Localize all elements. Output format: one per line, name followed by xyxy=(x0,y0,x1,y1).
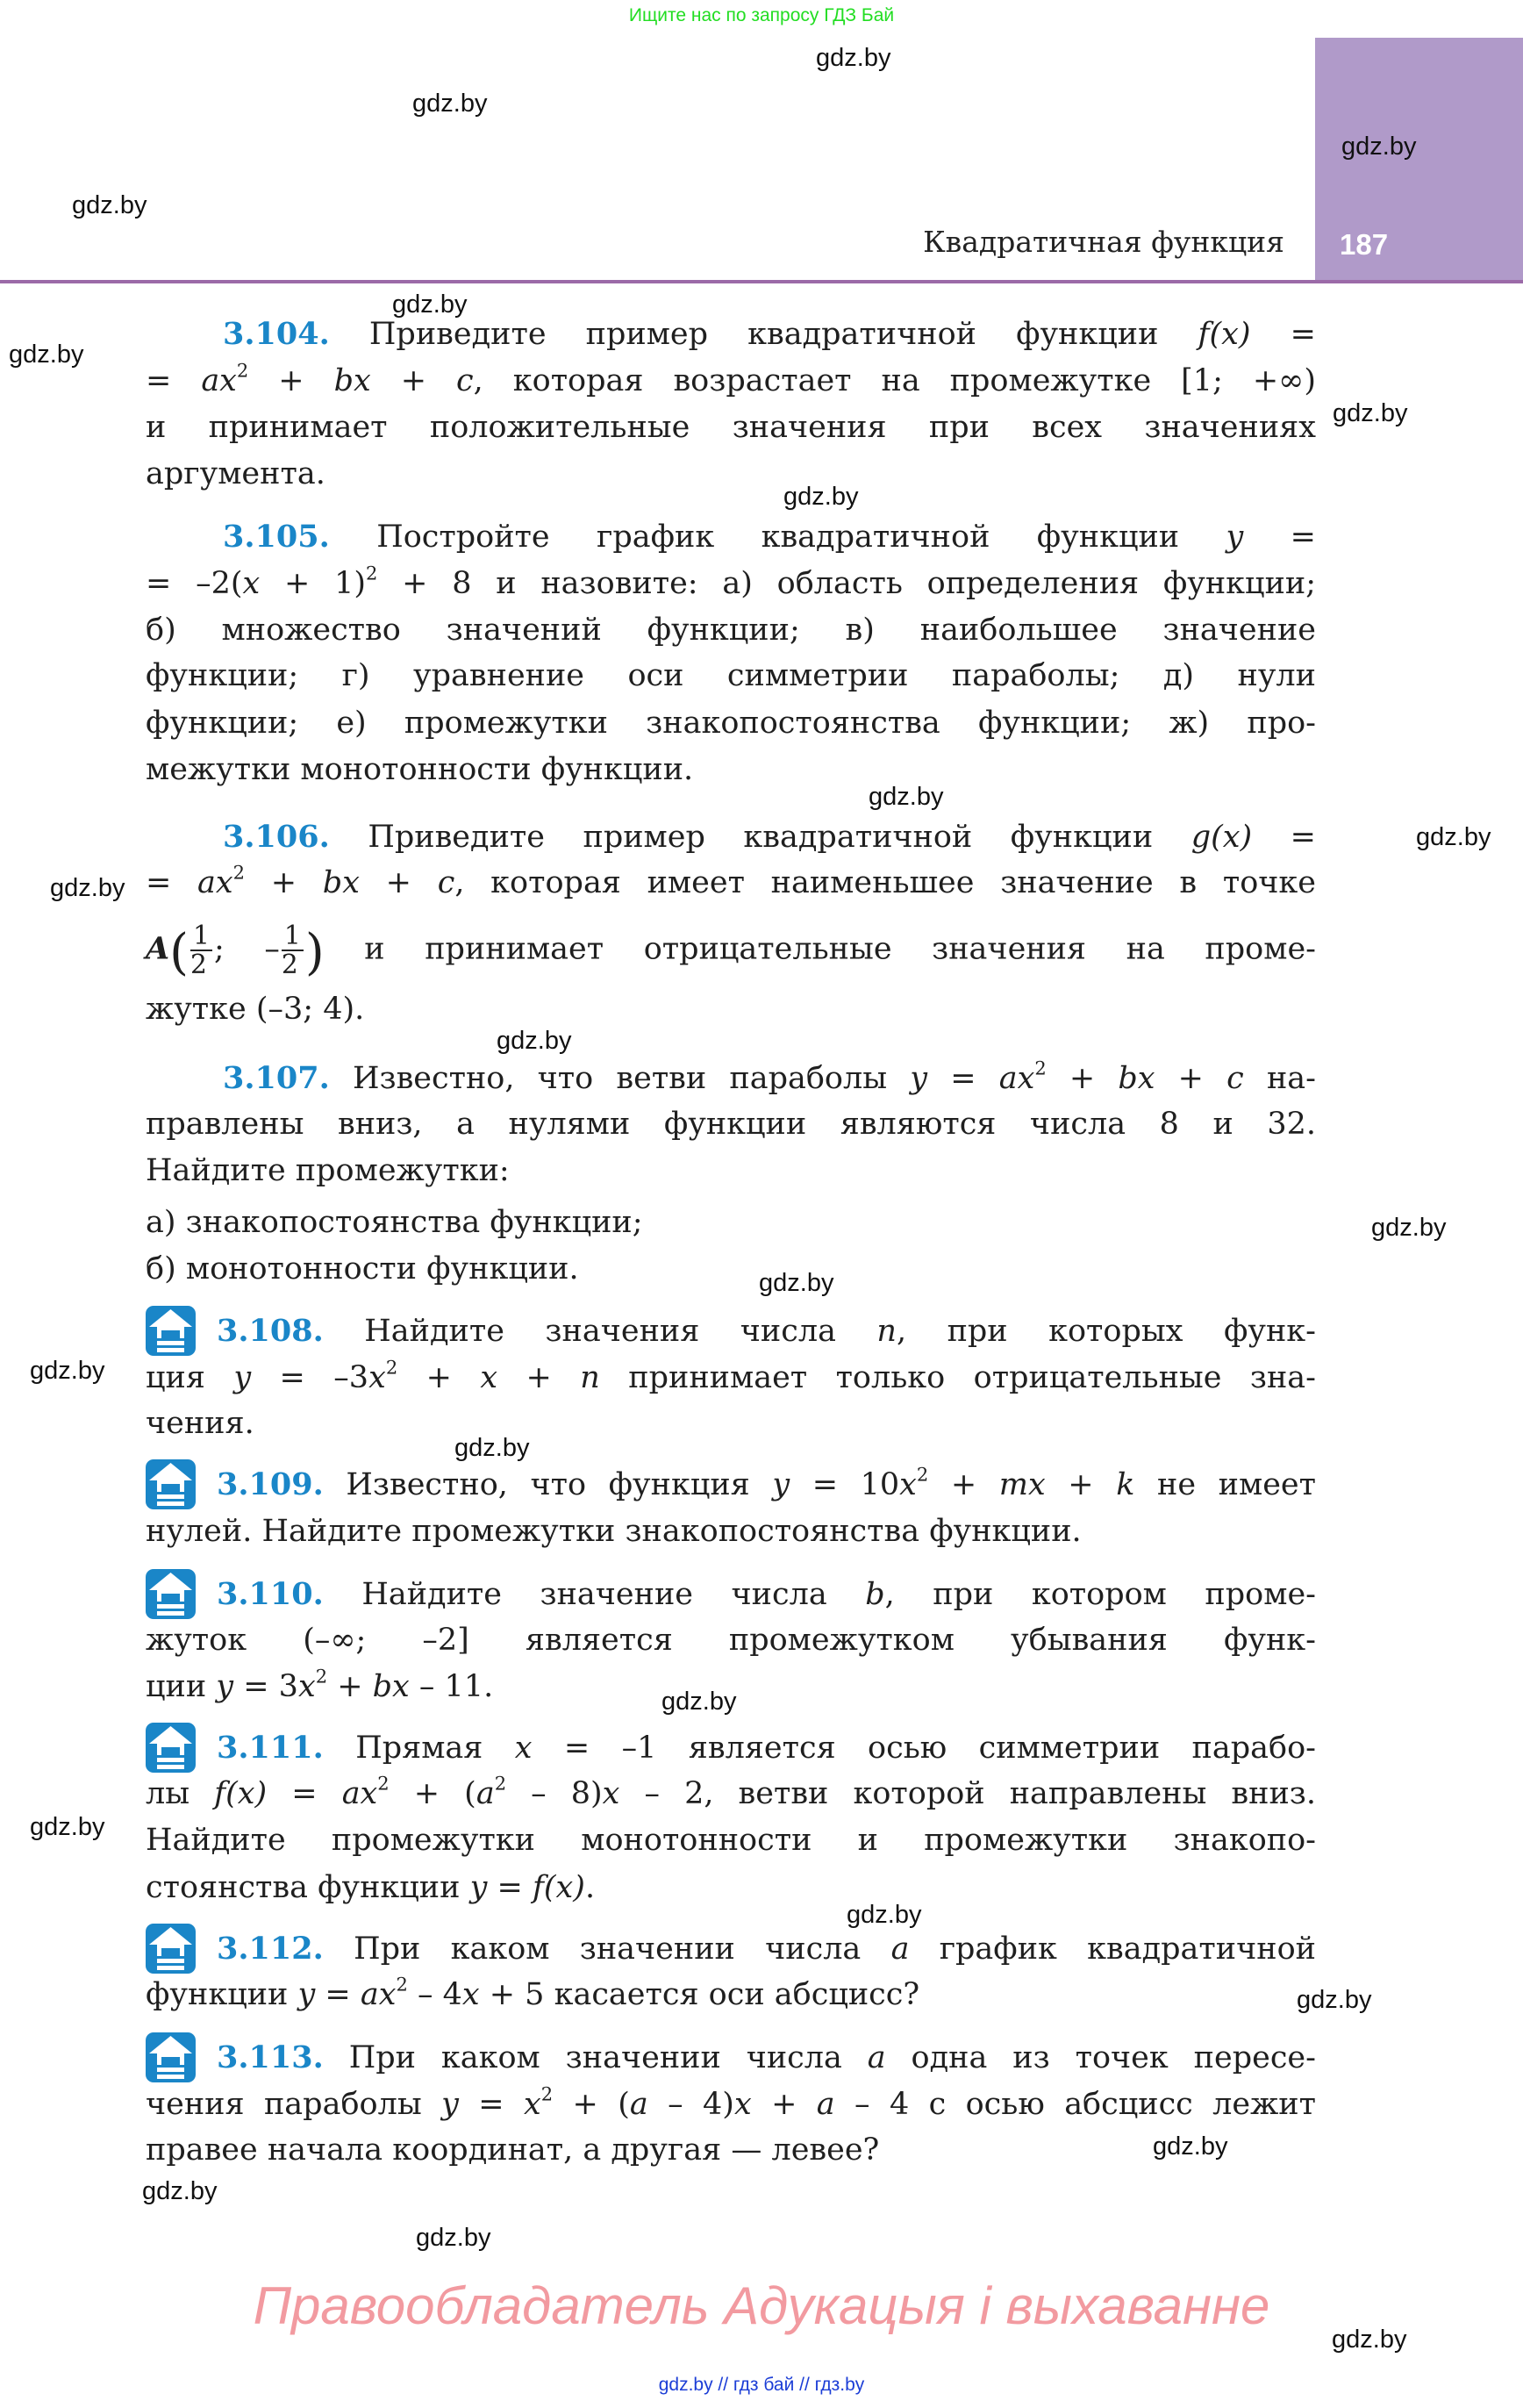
problem-line xyxy=(146,704,1316,742)
text: Прямая xyxy=(355,1731,515,1766)
math: x xyxy=(602,1776,620,1811)
math: a xyxy=(816,2087,835,2122)
problem-number: 3.107. xyxy=(223,1060,330,1096)
advanced-level-icon xyxy=(146,1569,196,1619)
text: = xyxy=(487,1870,533,1905)
watermark: gdz.by xyxy=(454,1434,530,1462)
text: жуток (–∞; –2] является промежутком убывания функ- xyxy=(146,1623,1316,1658)
math: f(x) = xyxy=(1198,317,1316,352)
watermark: gdz.by xyxy=(1332,2326,1407,2354)
problem-line xyxy=(217,1930,1316,1968)
math: a xyxy=(867,2040,886,2075)
text: = 3 xyxy=(233,1669,298,1704)
text: жутке (–3; 4). xyxy=(146,992,365,1027)
problem-number: 3.112. xyxy=(217,1931,324,1967)
denominator: 2 xyxy=(281,950,298,981)
fraction xyxy=(281,921,304,981)
watermark: gdz.by xyxy=(816,44,891,72)
text: Известно, что ветви параболы xyxy=(352,1061,911,1096)
problem-line xyxy=(223,315,1316,354)
search-banner: Ищите нас по запросу ГДЗ Бай xyxy=(628,5,895,25)
problem-line xyxy=(217,1729,1316,1767)
math: y xyxy=(216,1669,234,1704)
text: + xyxy=(928,1467,999,1502)
text: Известно, что функция xyxy=(346,1467,773,1502)
text: + xyxy=(397,1360,481,1395)
footer-links[interactable]: gdz.by // гдз бай // гдз.by xyxy=(658,2375,865,2395)
text: Приведите пример квадратичной функции xyxy=(368,317,1198,352)
text: + 5 касается оси абсцисс? xyxy=(479,1977,920,2012)
problem-line xyxy=(146,1105,1316,1143)
watermark: gdz.by xyxy=(412,90,488,118)
problem-line xyxy=(146,408,1316,447)
text: + ( xyxy=(553,2087,630,2122)
math: y xyxy=(772,1467,790,1502)
exponent: 2 xyxy=(385,1357,398,1379)
math: f(x) xyxy=(532,1870,585,1905)
exponent: 2 xyxy=(232,862,246,884)
problem-line xyxy=(146,1821,1316,1860)
math: ax xyxy=(360,1977,397,2012)
text: – 2, ветви которой направлены вниз. xyxy=(619,1776,1317,1811)
watermark: gdz.by xyxy=(30,1357,105,1385)
text: ции xyxy=(146,1669,217,1704)
text: + ( xyxy=(389,1776,476,1811)
math: y xyxy=(469,1870,488,1905)
problem-line xyxy=(146,1358,1316,1397)
text: не имеет xyxy=(1134,1467,1316,1502)
text: б) монотонности функции. xyxy=(146,1251,579,1286)
watermark: gdz.by xyxy=(50,874,125,902)
watermark: gdz.by xyxy=(783,483,859,511)
problem-number: 3.108. xyxy=(217,1313,324,1349)
text: чения параболы xyxy=(146,2087,442,2122)
text: одна из точек пересе- xyxy=(885,2040,1316,2075)
watermark: gdz.by xyxy=(142,2177,218,2205)
problem-line xyxy=(146,564,1316,603)
math: ax xyxy=(341,1776,378,1811)
copyright-notice: Правообладатель Адукацыя і выхаванне xyxy=(253,2276,1270,2335)
problem-line xyxy=(146,1512,1316,1551)
paren: ) xyxy=(304,923,325,981)
math: k xyxy=(1116,1467,1135,1502)
math: x xyxy=(297,1669,316,1704)
problem-number: 3.111. xyxy=(217,1730,324,1766)
math: y = ax xyxy=(910,1061,1035,1096)
minus: – xyxy=(264,931,280,967)
watermark: gdz.by xyxy=(1297,1986,1372,2014)
watermark: gdz.by xyxy=(869,783,944,811)
problem-number: 3.109. xyxy=(217,1466,324,1502)
text: + xyxy=(327,1669,373,1704)
text: б) множество значений функции; в) наибольшее значение xyxy=(146,613,1316,648)
problem-number: 3.104. xyxy=(223,316,330,352)
point-label: A xyxy=(146,930,170,967)
text: , которая имеет наименьшее значение в точке xyxy=(454,865,1316,900)
problem-line xyxy=(223,1059,1316,1098)
advanced-level-icon xyxy=(146,2032,196,2082)
text: = –3 xyxy=(251,1360,369,1395)
problem-line xyxy=(146,362,1316,400)
problem-line xyxy=(146,1667,1316,1706)
watermark: gdz.by xyxy=(392,290,468,319)
math: x xyxy=(461,1977,480,2012)
problem-line xyxy=(146,1774,1316,1813)
advanced-level-icon xyxy=(146,1459,196,1509)
text: график квадратичной xyxy=(909,1931,1316,1967)
denominator: 2 xyxy=(190,950,207,981)
text: = 10 xyxy=(790,1467,900,1502)
text: , при которых функ- xyxy=(896,1314,1316,1349)
math: y xyxy=(233,1360,252,1395)
problem-line xyxy=(146,2085,1316,2124)
math: + bx + c xyxy=(1046,1061,1244,1096)
math: + bx + c xyxy=(248,363,474,398)
text: – 4) xyxy=(647,2087,734,2122)
exponent: 2 xyxy=(396,1974,408,1996)
problem-line xyxy=(146,864,1316,902)
watermark: gdz.by xyxy=(759,1269,834,1297)
math: + bx + c xyxy=(245,865,455,900)
math: x xyxy=(733,2087,752,2122)
text: = xyxy=(146,865,198,900)
text: лы xyxy=(146,1776,215,1811)
watermark: gdz.by xyxy=(9,340,84,369)
text: Найдите значение числа xyxy=(361,1577,866,1612)
math: a xyxy=(475,1776,495,1811)
text: = –1 является осью симметрии парабо- xyxy=(532,1731,1316,1766)
text: чения. xyxy=(146,1406,254,1441)
text: . xyxy=(584,1870,596,1905)
text: Найдите значения числа xyxy=(364,1314,877,1349)
watermark: gdz.by xyxy=(1333,399,1408,427)
exponent: 2 xyxy=(236,360,249,382)
text: правее начала координат, а другая — левее? xyxy=(146,2132,880,2168)
text: межутки монотонности функции. xyxy=(146,752,694,787)
exponent: 2 xyxy=(366,563,378,584)
text: = –2( xyxy=(146,566,243,601)
problem-line xyxy=(223,818,1316,856)
math: a xyxy=(890,1931,910,1967)
text: = xyxy=(458,2087,524,2122)
math: y = xyxy=(1226,520,1316,555)
math: y xyxy=(441,2087,459,2122)
math: x xyxy=(368,1360,386,1395)
text: – 8) xyxy=(506,1776,603,1811)
problem-line xyxy=(146,611,1316,649)
exponent: 2 xyxy=(315,1666,328,1688)
math: f(x) xyxy=(214,1776,268,1811)
numerator: 1 xyxy=(282,922,304,951)
problem-line xyxy=(217,1312,1316,1351)
text: При каком значении числа xyxy=(354,1931,891,1967)
problem-line xyxy=(146,990,1316,1028)
text: на- xyxy=(1243,1061,1316,1096)
math: ax xyxy=(197,865,233,900)
math: x xyxy=(523,2087,541,2122)
text: функции xyxy=(146,1977,298,2012)
fraction xyxy=(190,921,212,981)
math: b xyxy=(865,1577,885,1612)
math: n xyxy=(580,1360,600,1395)
page-number: 187 xyxy=(1340,228,1389,261)
text: При каком значении числа xyxy=(348,2040,868,2075)
problem-number: 3.110. xyxy=(217,1576,324,1612)
exponent: 2 xyxy=(494,1773,507,1795)
math: a xyxy=(629,2087,648,2122)
problem-line: A( $\frac{1}{2}$ ; – $\frac{1}{2}$ ) и принимает отрицательные значения на проме- xyxy=(146,921,1317,981)
exponent: 2 xyxy=(377,1773,390,1795)
math: ax xyxy=(201,363,237,398)
text: а) знакопостоянства функции; xyxy=(146,1205,643,1240)
text: Найдите промежутки: xyxy=(146,1153,510,1188)
problem-line xyxy=(217,2039,1316,2077)
text: + xyxy=(1045,1467,1117,1502)
problem-line xyxy=(146,1404,1316,1443)
text: аргумента. xyxy=(146,456,325,491)
watermark: gdz.by xyxy=(1153,2132,1228,2161)
watermark: gdz.by xyxy=(1371,1214,1447,1242)
problem-line xyxy=(146,455,1316,493)
advanced-level-icon xyxy=(146,1306,196,1356)
watermark: gdz.by xyxy=(1416,823,1491,851)
text: = xyxy=(315,1977,361,2012)
math: bx xyxy=(372,1669,410,1704)
text: Постройте график квадратичной функции xyxy=(376,520,1226,555)
watermark: gdz.by xyxy=(661,1688,737,1716)
text: правлены вниз, а нулями функции являются числа 8 и 32. xyxy=(146,1107,1316,1142)
math: n xyxy=(876,1314,897,1349)
text: + xyxy=(497,1360,581,1395)
problem-line xyxy=(146,1250,1316,1288)
numerator: 1 xyxy=(190,922,212,951)
math: mx xyxy=(998,1467,1046,1502)
text: – 4 xyxy=(407,1977,462,2012)
text: функции; г) уравнение оси симметрии параболы; д) нули xyxy=(146,658,1316,693)
advanced-level-icon xyxy=(146,1723,196,1773)
paren: ( xyxy=(169,923,189,981)
text: и принимает отрицательные значения на проме- xyxy=(324,931,1317,967)
problem-number: 3.106. xyxy=(223,819,330,855)
watermark: gdz.by xyxy=(497,1027,572,1055)
text: + 1) xyxy=(260,566,367,601)
problem-line xyxy=(146,656,1316,695)
text: Приведите пример квадратичной функции xyxy=(368,820,1191,855)
text: ция xyxy=(146,1360,234,1395)
text: функции; е) промежутки знакопостоянства функции; ж) про- xyxy=(146,706,1316,741)
watermark: gdz.by xyxy=(30,1813,105,1841)
problem-line xyxy=(217,1575,1316,1614)
problem-line xyxy=(146,750,1316,789)
problem-number: 3.105. xyxy=(223,519,330,555)
text: стоянства функции xyxy=(146,1870,470,1905)
problem-line xyxy=(146,1151,1316,1190)
watermark: gdz.by xyxy=(72,191,147,219)
exponent: 2 xyxy=(1034,1057,1047,1079)
text: = xyxy=(267,1776,342,1811)
text: – 4 с осью абсцисс лежит xyxy=(834,2087,1316,2122)
watermark: gdz.by xyxy=(1341,133,1417,161)
watermark: gdz.by xyxy=(847,1901,922,1929)
math: x xyxy=(514,1731,533,1766)
text: Найдите промежутки монотонности и промежутки знакопо- xyxy=(146,1823,1316,1858)
text: нулей. Найдите промежутки знакопостоянства функции. xyxy=(146,1514,1082,1549)
text: – 11. xyxy=(409,1669,494,1704)
text: , при котором проме- xyxy=(884,1577,1316,1612)
math: x xyxy=(480,1360,498,1395)
text: принимает только отрицательные зна- xyxy=(599,1360,1316,1395)
watermark: gdz.by xyxy=(416,2224,491,2252)
problem-line xyxy=(217,1466,1316,1504)
text: , которая возрастает на промежутке [1; +∞) xyxy=(473,363,1316,398)
text: = xyxy=(146,363,202,398)
problem-line xyxy=(146,1868,1316,1907)
section-title: Квадратичная функция xyxy=(923,225,1284,259)
header-divider xyxy=(0,280,1523,283)
text: + xyxy=(751,2087,817,2122)
problem-line xyxy=(146,2131,1316,2169)
math: g(x) = xyxy=(1191,820,1316,855)
exponent: 2 xyxy=(540,2083,554,2105)
advanced-level-icon xyxy=(146,1924,196,1974)
exponent: 2 xyxy=(916,1464,929,1486)
text: и принимает положительные значения при всех значениях xyxy=(146,410,1316,445)
problem-line xyxy=(146,1203,1316,1242)
math: y xyxy=(297,1977,316,2012)
math: x xyxy=(242,566,261,601)
problem-line xyxy=(146,1975,1316,2014)
text: + 8 и назовите: а) область определения функции; xyxy=(377,566,1317,601)
problem-line xyxy=(223,518,1316,556)
problem-line xyxy=(146,1621,1316,1659)
problem-number: 3.113. xyxy=(217,2039,324,2075)
math: x xyxy=(899,1467,917,1502)
